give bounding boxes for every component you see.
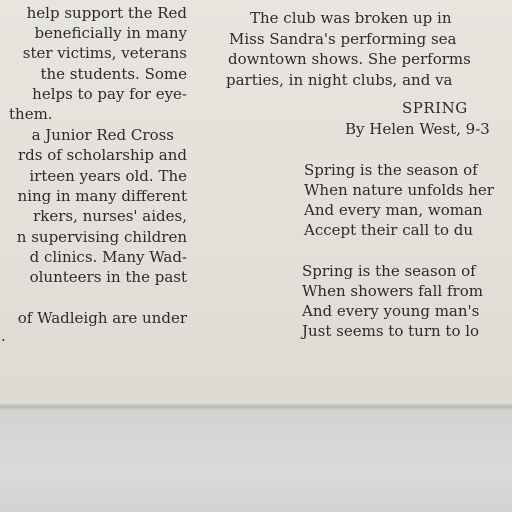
poem-byline: By Helen West, 9-3	[345, 120, 490, 138]
poem-line: Accept their call to du	[304, 221, 474, 239]
poem-line: Spring is the season of	[304, 161, 478, 179]
poem-line: Spring is the season of	[302, 262, 476, 280]
poem-line: And every young man's	[302, 302, 480, 320]
left-line: rkers, nurses' aides,	[33, 207, 187, 225]
left-line: them.	[9, 105, 53, 123]
article-line: parties, in night clubs, and va	[226, 71, 453, 89]
left-line: helps to pay for eye-	[32, 85, 187, 103]
left-line: d clinics. Many Wad-	[29, 248, 187, 266]
left-line: olunteers in the past	[29, 268, 187, 286]
poem-line: And every man, woman	[304, 201, 483, 219]
article-line: Miss Sandra's performing sea	[229, 30, 457, 48]
left-line: help support the Red	[26, 4, 187, 22]
left-line: a Junior Red Cross	[31, 126, 174, 144]
article-line: downtown shows. She performs	[228, 50, 471, 68]
left-line: ster victims, veterans	[22, 44, 187, 62]
left-line: irteen years old. The	[29, 167, 187, 185]
poem-line: When nature unfolds her	[304, 181, 494, 199]
poem-title: SPRING	[402, 99, 468, 117]
left-line: ning in many different	[17, 187, 187, 205]
left-line: .	[1, 327, 6, 345]
left-line: beneficially in many	[34, 24, 187, 42]
left-line: rds of scholarship and	[17, 146, 187, 164]
left-line: of Wadleigh are under	[17, 309, 187, 327]
left-line: n supervising children	[16, 228, 187, 246]
poem-line: When showers fall from	[302, 282, 483, 300]
left-line: the students. Some	[40, 65, 187, 83]
poem-line: Just seems to turn to lo	[302, 322, 480, 340]
table-surface	[0, 410, 512, 512]
article-line: The club was broken up in	[250, 9, 452, 27]
